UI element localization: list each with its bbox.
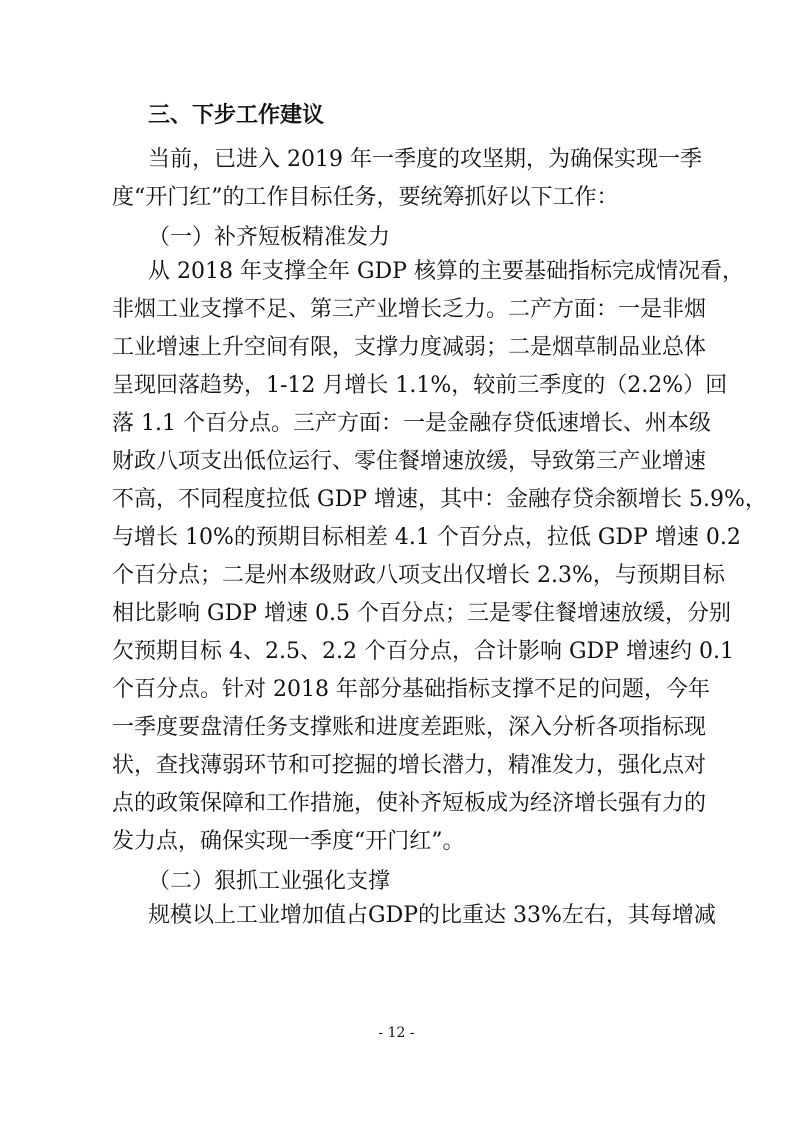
- paragraph-line: 个百分点；二是州本级财政八项支出仅增长 2.3%，与预期目标: [112, 563, 725, 588]
- paragraph-line: 点的政策保障和工作措施，使补齐短板成为经济增长强有力的: [112, 791, 707, 816]
- paragraph-line: 工业增速上升空间有限，支撑力度减弱；二是烟草制品业总体: [112, 335, 707, 360]
- paragraph-line: 个百分点。针对 2018 年部分基础指标支撑不足的问题，今年: [112, 677, 710, 702]
- paragraph-line: 与增长 10%的预期目标相差 4.1 个百分点，拉低 GDP 增速 0.2: [112, 525, 741, 550]
- paragraph-line: 落 1.1 个百分点。三产方面：一是金融存贷低速增长、州本级: [112, 411, 711, 436]
- paragraph-line: 财政八项支出低位运行、零住餐增速放缓，导致第三产业增速: [112, 449, 707, 474]
- paragraph-line: 不高，不同程度拉低 GDP 增速，其中：金融存贷余额增长 5.9%，: [112, 487, 767, 512]
- intro-line: 度“开门红”的工作目标任务，要统筹抓好以下工作：: [112, 185, 619, 210]
- paragraph-line: 非烟工业支撑不足、第三产业增长乏力。二产方面：一是非烟: [112, 297, 707, 322]
- paragraph-line: 规模以上工业增加值占GDP的比重达 33%左右，其每增减: [148, 903, 716, 928]
- paragraph-line: 相比影响 GDP 增速 0.5 个百分点；三是零住餐增速放缓，分别: [112, 601, 731, 626]
- paragraph-line: 从 2018 年支撑全年 GDP 核算的主要基础指标完成情况看，: [148, 259, 744, 284]
- subsection-title: （一）补齐短板精准发力: [148, 225, 391, 250]
- intro-line: 当前，已进入 2019 年一季度的攻坚期，为确保实现一季: [148, 147, 702, 172]
- paragraph-line: 欠预期目标 4、2.5、2.2 个百分点，合计影响 GDP 增速约 0.1: [112, 639, 734, 664]
- subsection-title: （二）狠抓工业强化支撑: [148, 869, 391, 894]
- page-number: - 12 -: [378, 1025, 415, 1041]
- paragraph-line: 呈现回落趋势，1-12 月增长 1.1%，较前三季度的（2.2%）回: [112, 373, 728, 398]
- section-heading: 三、下步工作建议: [148, 103, 325, 128]
- paragraph-line: 一季度要盘清任务支撑账和进度差距账，深入分析各项指标现: [112, 715, 707, 740]
- paragraph-line: 状，查找薄弱环节和可挖掘的增长潜力，精准发力，强化点对: [112, 753, 707, 778]
- paragraph-line: 发力点，确保实现一季度“开门红”。: [112, 829, 465, 854]
